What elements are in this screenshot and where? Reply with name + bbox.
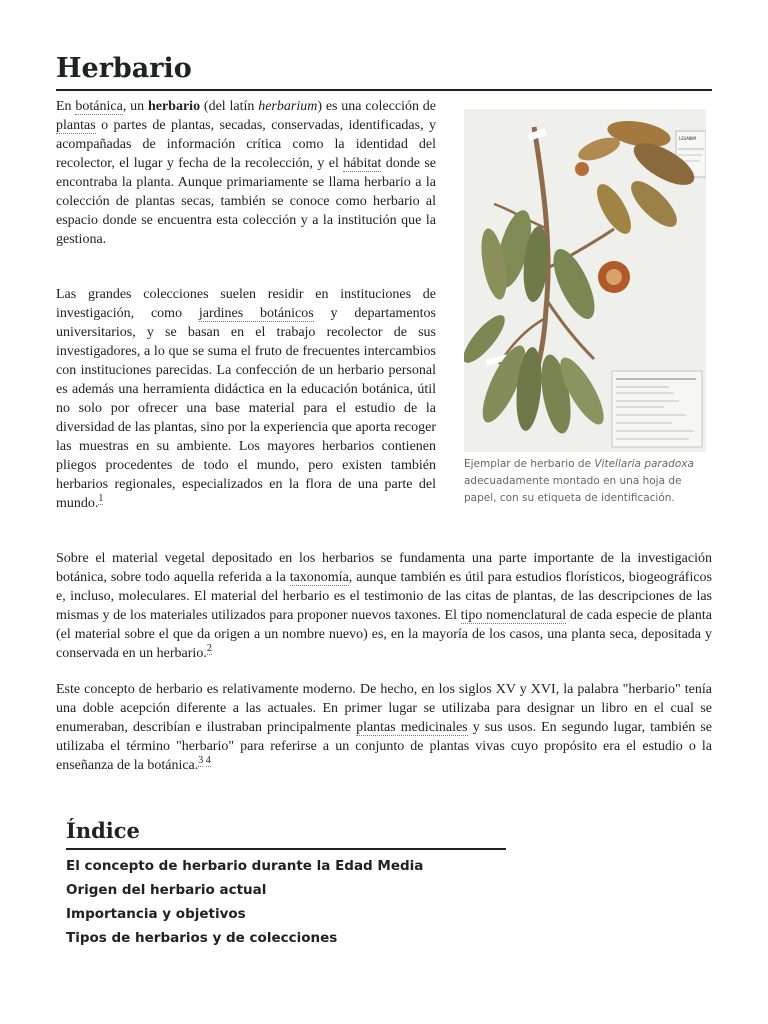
link-jardines-botanicos[interactable]: jardines botánicos [198,306,314,321]
link-habitat[interactable]: hábitat [343,156,382,171]
table-of-contents [66,816,506,950]
toc-title: Índice [66,816,506,850]
collections-paragraph: Las grandes colecciones suelen residir en instituciones de investigación, como jardines botánicos y departamentos universitarios, y se basan en el trabajo recolector de sus investigadores, a lo que se suma el fruto de frecuentes intercambios con instituciones parecidas. La confección de un herbario personal es además una herramienta didáctica en la educación botánica, útil no solo por ofrecer una base material para el estudio de la diversidad de las plantas, sino por la experiencia que aporta recoger las muestras en su ambiente. Los mayores herbarios contienen pliegos procedentes de todo el mundo, pero existen también herbarios regionales, especializados en la flora de una parte del mundo.$^1$ [56,287,436,511]
research-paragraph: Sobre el material vegetal depositado en los herbarios se fundamenta una parte importante de la investigación botánica, sobre todo aquella referida a la taxonomía, aunque también es útil para estudios florísticos, biogeográficos e, incluso, moleculares. El material del herbario es el testimonio de las citas de plantas, de las descripciones de las mismas y de los materiales utilizados para proponer nuevos taxones. El tipo nomenclatural de cada especie de planta (el material sobre el que da origen a un nombre nuevo) es, en la mayoría de los casos, una planta seca, depositada y conservada en un herbario.$^2$ [56,551,713,661]
toc-item[interactable]: El concepto de herbario durante la Edad Media [66,858,424,874]
toc-item[interactable]: Importancia y objetivos [66,906,246,922]
link-tipo-nomenclatural[interactable]: tipo nomenclatural [460,608,567,623]
page-title: Herbario [56,50,712,91]
toc-list [66,854,506,950]
reference-4[interactable]: 4 [205,755,211,767]
reference-1[interactable]: 1 [98,493,104,505]
history-paragraph: Este concepto de herbario es relativamente moderno. De hecho, en los siglos XV y XVI, la palabra "herbario" tenía una doble acepción diferente a las actuales. En primer lugar se utilizaba para designar un libro en el cual se enumeraban, describían e ilustraban principalmente plantas medicinales y sus usos. En segundo lugar, también se utilizaba el término "herbario" para referirse a un conjunto de plantas vivas cuyo propósito era el estudio o la enseñanza de la botánica.$^3$ $^4$ [56,682,712,773]
intro-paragraph: En botánica, un herbario (del latín herbarium) es una colección de plantas o partes de plantas, secadas, conservadas, identificadas, y acompañadas de información crítica como la identidad del recolector, el lugar y fecha de la recolección, y el hábitat donde se encontraba la planta. Aunque primariamente se llama herbario a la colección de plantas secas, también se conoce como herbario al espacio donde se encuentra esta colección y a la institución que la gestiona. [56,99,437,247]
link-botanica[interactable]: botánica [75,99,123,114]
term-herbarium: herbarium [258,99,318,114]
reference-3[interactable]: 3 [198,755,204,767]
toc-item[interactable]: Origen del herbario actual [66,882,267,898]
link-plantas[interactable]: plantas [56,118,96,133]
svg-text:LEGANUM: LEGANUM [679,136,696,141]
herbarium-specimen-image[interactable] [464,109,706,452]
term-herbario: herbario [147,99,201,114]
toc-item[interactable]: Tipos de herbarios y de colecciones [66,930,338,946]
caption-species-name: Vitellaria paradoxa [594,458,694,470]
herbarium-figure [464,109,706,507]
reference-2[interactable]: 2 [206,643,212,655]
link-taxonomia[interactable]: taxonomía [289,570,349,585]
figure-caption: Ejemplar de herbario de Vitellaria paradoxa adecuadamente montado en una hoja de papel, con su etiqueta de identificación. [464,458,694,504]
link-plantas-medicinales[interactable]: plantas medicinales [356,720,468,735]
